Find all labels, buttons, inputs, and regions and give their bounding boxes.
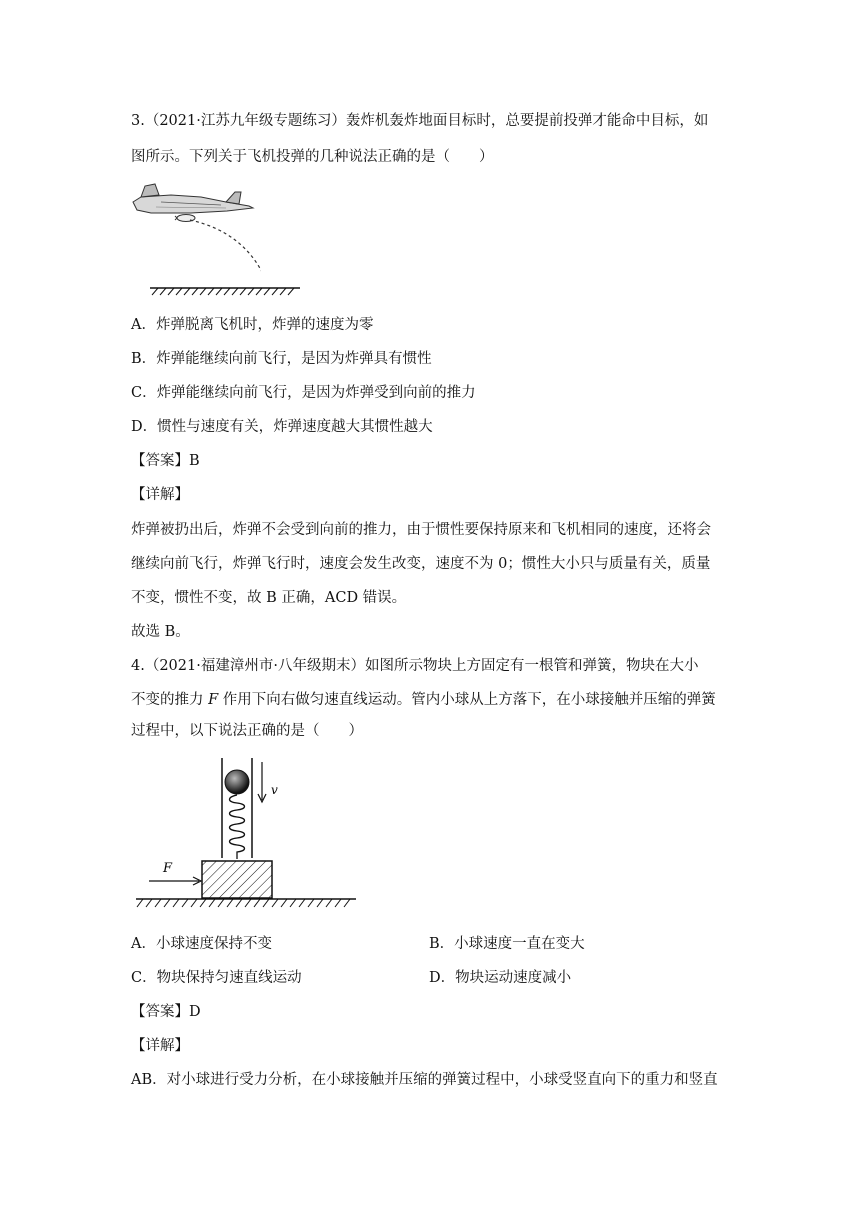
q4-stem-line3: 过程中，以下说法正确的是（ ） bbox=[131, 723, 363, 739]
q4-detail-line1: AB．对小球进行受力分析，在小球接触并压缩的弹簧过程中，小球受竖直向下的重力和竖直 bbox=[131, 1072, 718, 1088]
q3-stem-line1: 3.（2021·江苏九年级专题练习）轰炸机轰炸地面目标时，总要提前投弹才能命中目标，如 bbox=[131, 113, 709, 129]
ball-icon bbox=[225, 770, 249, 794]
q3-detail-line1: 炸弹被扔出后，炸弹不会受到向前的推力，由于惯性要保持原来和飞机相同的速度，还将会 bbox=[131, 522, 711, 538]
q4-spring-figure bbox=[131, 758, 371, 913]
q3-option-b: B．炸弹能继续向前飞行，是因为炸弹具有惯性 bbox=[131, 351, 432, 367]
q3-option-a: A．炸弹脱离飞机时，炸弹的速度为零 bbox=[131, 317, 374, 333]
q4-stem-line1: 4.（2021·福建漳州市·八年级期末）如图所示物块上方固定有一根管和弹簧，物块在大小 bbox=[131, 658, 699, 674]
q4-detail-heading: 【详解】 bbox=[131, 1038, 189, 1054]
spring-icon bbox=[230, 795, 245, 859]
q3-answer: 【答案】B bbox=[131, 453, 200, 469]
q4-stem-line2-text-a: 不变的推力 bbox=[131, 692, 209, 708]
q4-stem-line2-text-b: 作用下向右做匀速直线运动。管内小球从上方落下，在小球接触并压缩的弹簧 bbox=[218, 692, 716, 708]
q3-option-d: D．惯性与速度有关，炸弹速度越大其惯性越大 bbox=[131, 419, 433, 435]
q3-bomber-figure bbox=[131, 180, 261, 295]
q4-stem-line2 bbox=[131, 690, 716, 710]
q4-option-d: D．物块运动速度减小 bbox=[429, 970, 572, 986]
bomber-plane-icon bbox=[133, 184, 253, 213]
force-label: F bbox=[163, 861, 173, 876]
q4-option-c: C．物块保持匀速直线运动 bbox=[131, 970, 302, 986]
q4-stem-force-symbol: F bbox=[208, 692, 219, 708]
q3-detail-heading: 【详解】 bbox=[131, 487, 189, 503]
q4-answer: 【答案】D bbox=[131, 1004, 201, 1020]
q3-detail-line2: 继续向前飞行，炸弹飞行时，速度会发生改变，速度不为 0；惯性大小只与质量有关，质量 bbox=[131, 556, 711, 572]
q3-conclusion: 故选 B。 bbox=[131, 624, 190, 640]
q3-option-c: C．炸弹能继续向前飞行，是因为炸弹受到向前的推力 bbox=[131, 385, 476, 401]
block-icon bbox=[202, 861, 272, 898]
q3-ground bbox=[150, 285, 300, 297]
velocity-label: v bbox=[271, 783, 278, 797]
bomb-trajectory bbox=[190, 220, 261, 278]
q4-option-b: B．小球速度一直在变大 bbox=[429, 936, 585, 952]
q3-stem-line2: 图所示。下列关于飞机投弹的几种说法正确的是（ ） bbox=[131, 149, 494, 165]
q3-detail-line3: 不变，惯性不变，故 B 正确，ACD 错误。 bbox=[131, 590, 407, 606]
q4-option-a: A．小球速度保持不变 bbox=[131, 936, 272, 952]
